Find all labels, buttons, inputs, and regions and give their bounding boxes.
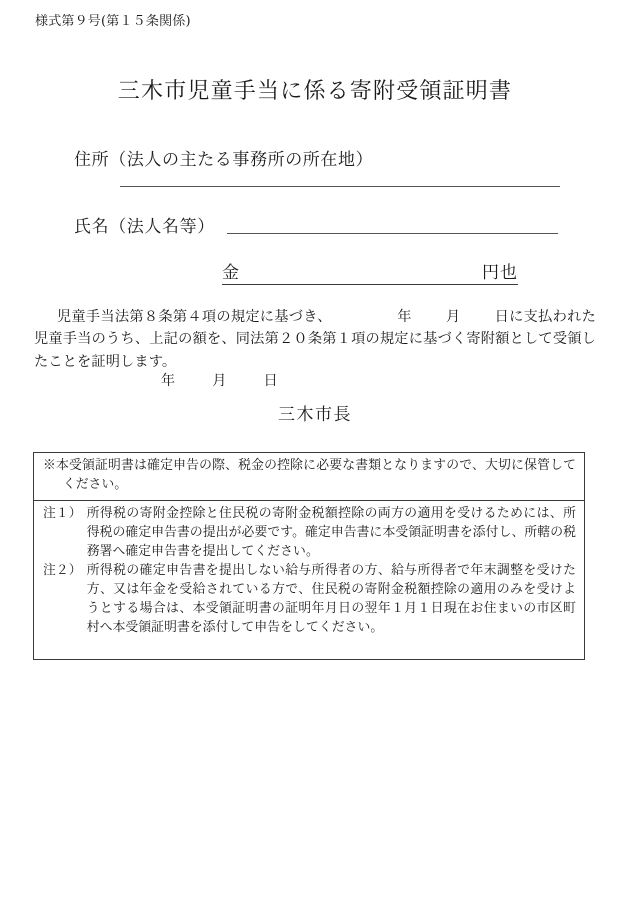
page-title: 三木市児童手当に係る寄附受領証明書	[117, 79, 513, 104]
issue-day-label: 日	[263, 373, 278, 389]
form-number: 様式第９号(第１５条関係)	[35, 14, 191, 29]
issue-year-label: 年	[160, 373, 176, 389]
signer-title: 三木市長	[278, 405, 352, 425]
note-marker: 注１）	[43, 505, 82, 521]
name-label: 氏名（法人名等）	[74, 217, 215, 237]
issue-month-label: 月	[212, 373, 227, 389]
address-input-rule[interactable]	[120, 186, 560, 187]
notes-items-section	[34, 500, 584, 660]
amount-suffix-label: 円也	[482, 263, 518, 283]
name-field-row	[74, 212, 558, 237]
notes-notice-text: ※本受領証明書は確定申告の際、税金の控除に必要な書類となりますので、大切に保管してください。	[43, 458, 576, 492]
note-item	[43, 505, 576, 562]
body-segment-lead: 児童手当法第８条第４項の規定に基づき、	[56, 309, 332, 325]
note-text: 所得税の寄附金控除と住民税の寄附金税額控除の両方の適用を受けるためには、所得税の確定申告書の提出が必要です。確定申告書に本受領証明書を添付し、所轄の税務署へ確定申告書を提出してください。	[86, 505, 576, 559]
issue-date-row[interactable]	[124, 370, 278, 390]
note-item	[43, 562, 576, 638]
amount-field-row[interactable]	[222, 258, 518, 285]
name-input-rule[interactable]	[227, 233, 558, 234]
body-year-label: 年	[397, 309, 412, 325]
body-month-label: 月	[445, 309, 461, 325]
note-text: 所得税の確定申告書を提出しない給与所得者の方、給与所得者で年末調整を受けた方、又は年金を受給されている方で、住民税の寄附金税額控除の適用のみを受けようとする場合は、本受領証明書の証明年月日の翌年１月１日現在お住まいの市区町村へ本受領証明書を添付して申告をしてください。	[86, 562, 576, 635]
notes-box	[33, 452, 585, 660]
amount-prefix-label: 金	[222, 263, 240, 283]
note-marker: 注２）	[43, 562, 82, 578]
body-segment-tail: 日に支払われた児童手当のうち、上記の額を、同法第２０条第１項の規定に基づく寄附額として受領したことを証明します。	[34, 309, 596, 370]
certification-body	[34, 306, 596, 373]
notes-notice-section	[34, 453, 584, 500]
address-label: 住所（法人の主たる事務所の所在地）	[74, 150, 374, 170]
